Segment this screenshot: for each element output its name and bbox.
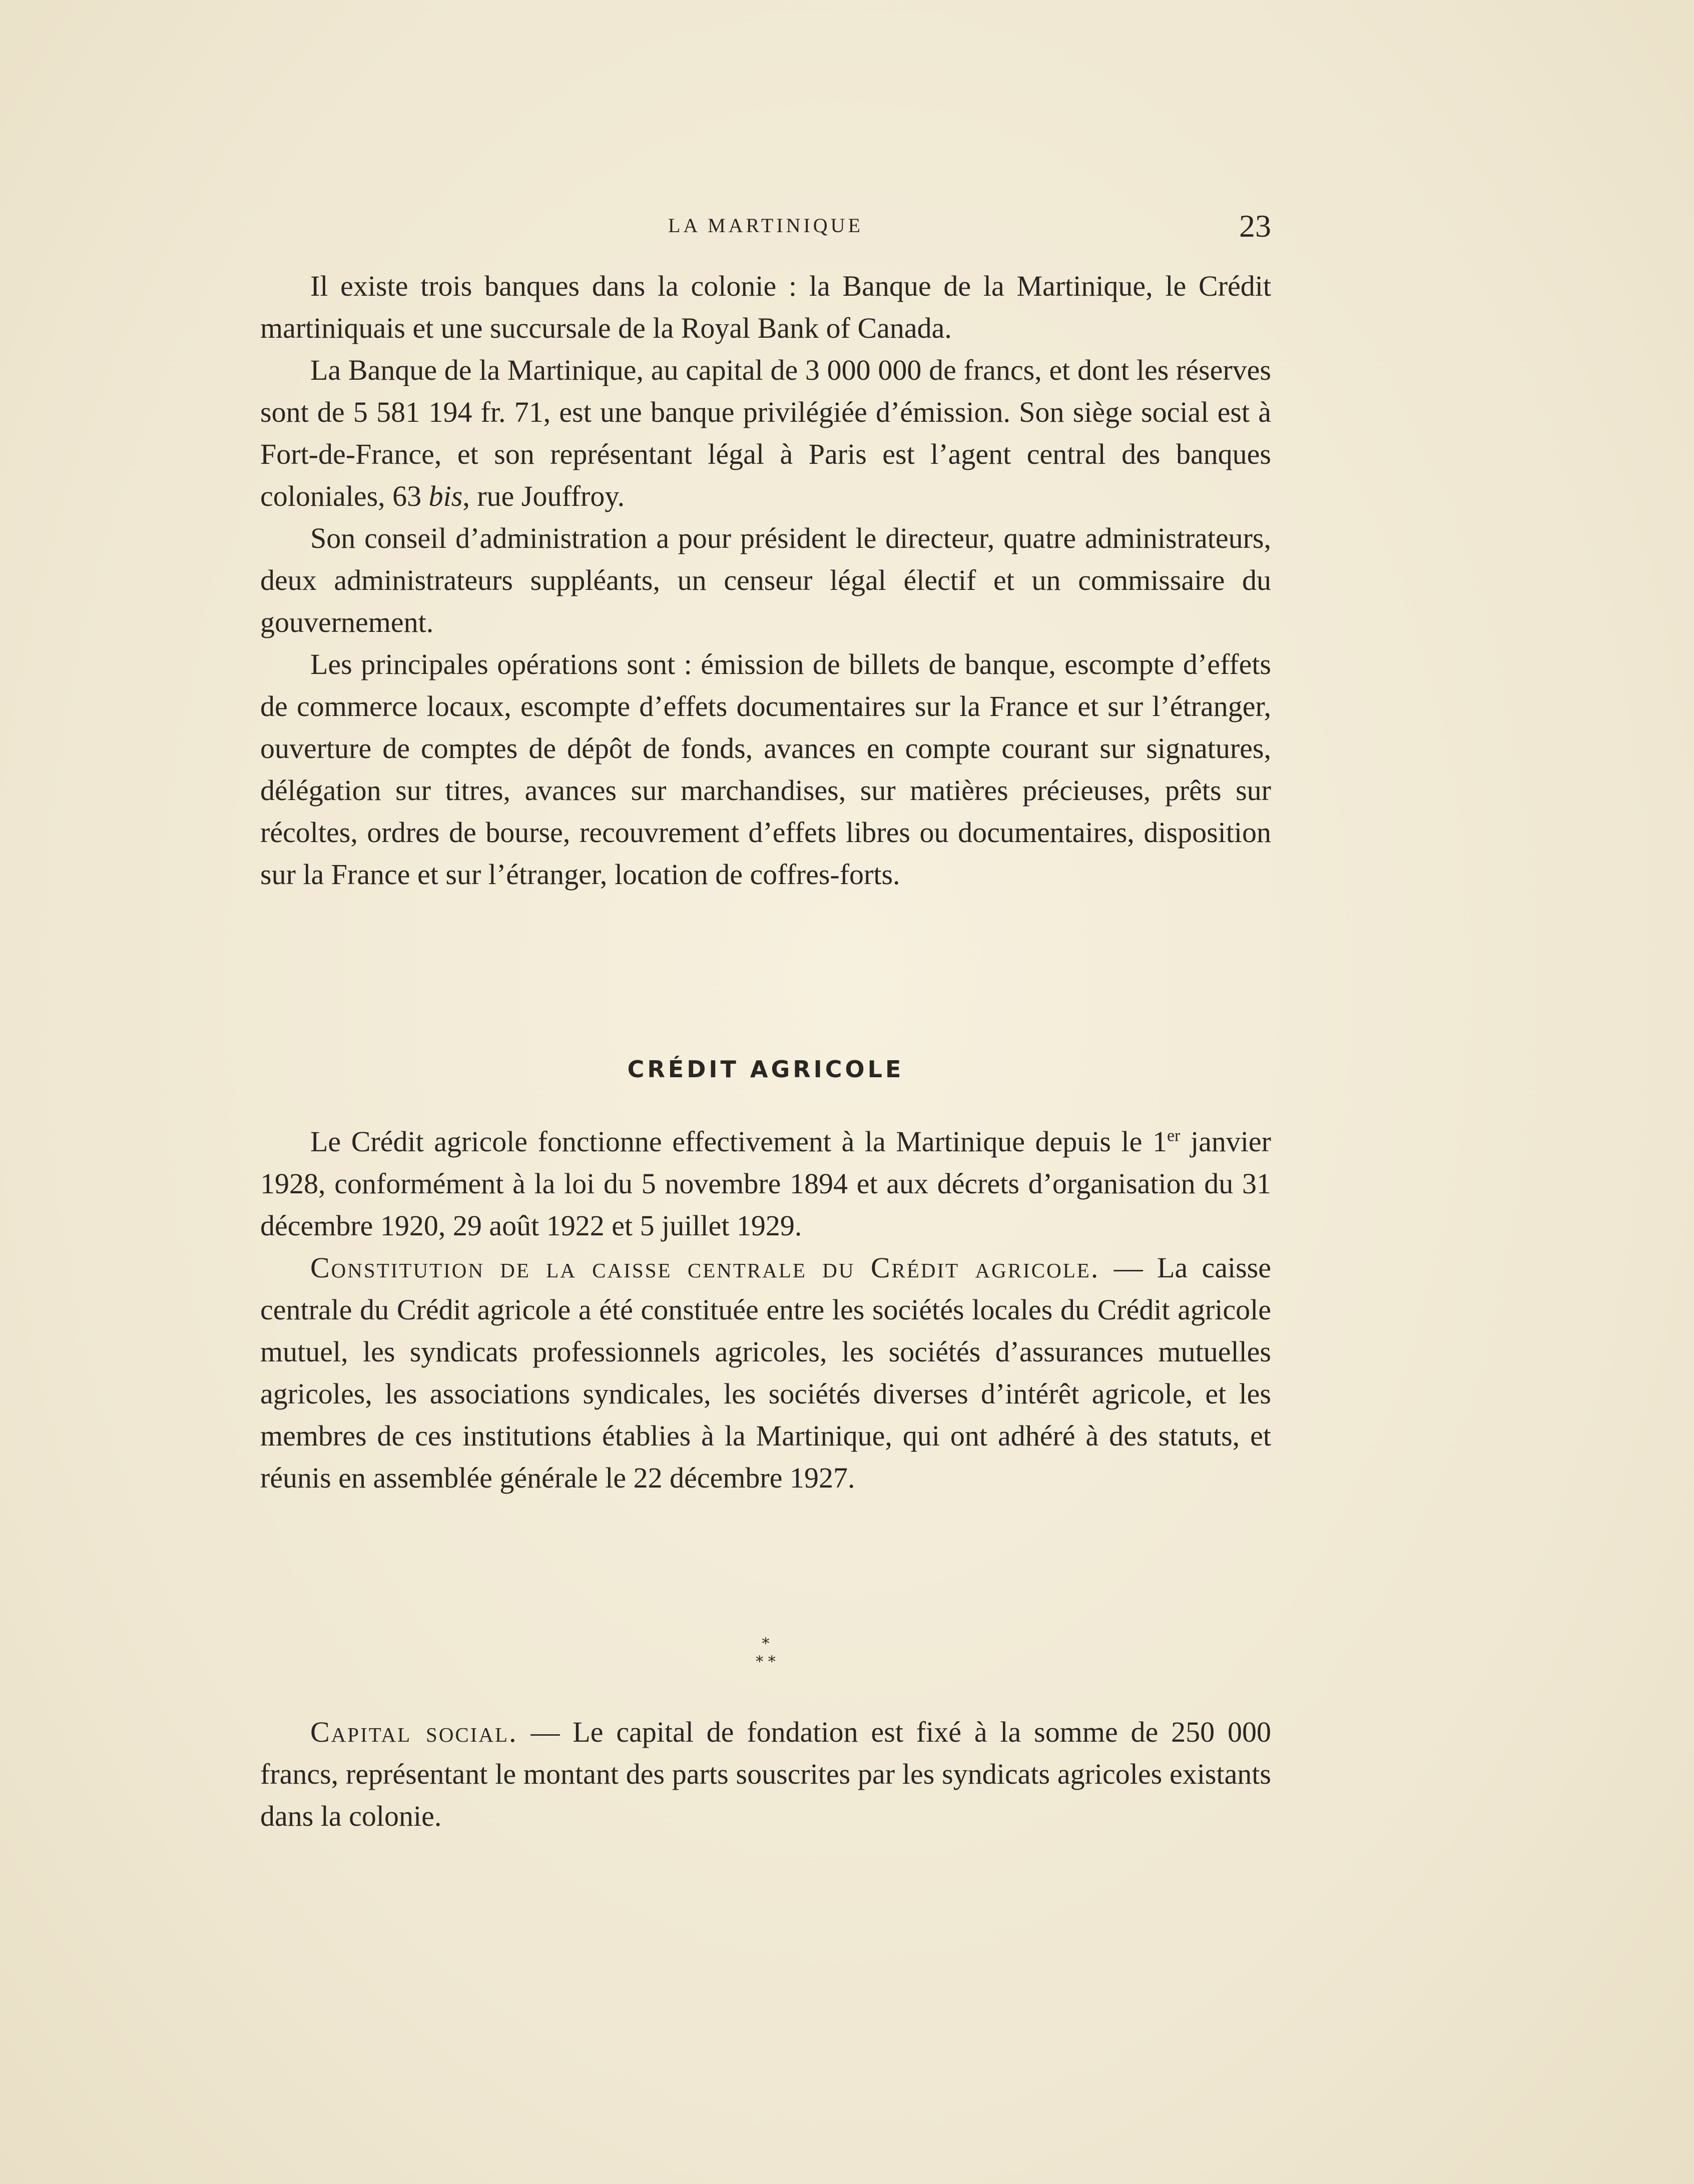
paragraph-capital <box>260 1711 1271 1837</box>
asterism <box>716 1635 816 1671</box>
asterism-bottom: * * <box>756 1653 776 1671</box>
page-header <box>260 208 1271 243</box>
constitution-label: Constitution de la caisse centrale du Crédit agricole. <box>310 1251 1100 1284</box>
capital-label: Capital social. <box>310 1716 518 1748</box>
credit-sup: er <box>1167 1126 1181 1145</box>
capital-section <box>260 1711 1271 1837</box>
constitution-text: — La caisse centrale du Crédit agricole a été constituée entre les sociétés locales du Crédit agricole mutuel, les syndicats professionnels agricoles, les sociétés d’assurances mutuelles agricoles, les associations syndicales, les sociétés diverses d’intérêt agricole, et les membres de ces institutions établies à la Martinique, qui ont adhéré à des statuts, et réunis en assemblée générale le 22 décembre 1927. <box>260 1251 1271 1494</box>
credit-text-1: Le Crédit agricole fonctionne effectivement à la Martinique depuis le 1 <box>310 1125 1167 1158</box>
section-heading: CRÉDIT AGRICOLE <box>627 1056 904 1083</box>
banque-text-2: , rue Jouffroy. <box>462 480 625 512</box>
page-number: 23 <box>1239 208 1271 244</box>
credit-section <box>260 1121 1271 1499</box>
paragraph-banque-martinique <box>260 349 1271 517</box>
running-title: LA MARTINIQUE <box>668 214 863 237</box>
banque-italic: bis <box>428 480 463 512</box>
asterism-top: * <box>762 1635 770 1653</box>
paragraph-credit-agricole <box>260 1121 1271 1247</box>
paragraph-operations: Les principales opérations sont : émission de billets de banque, escompte d’effets de commerce locaux, escompte d’effets documentaires sur la France et sur l’étranger, ouverture de comptes de dépôt de fonds, avances en compte courant sur signatures, délégation sur titres, avances sur marchandises, sur matières précieuses, prêts sur récoltes, ordres de bourse, recouvrement d’effets libres ou documentaires, disposition sur la France et sur l’étranger, location de coffres-forts. <box>260 648 1271 891</box>
credit-text-2: janvier 1928, conformément à la loi du 5 novembre 1894 et aux décrets d’organisation du 31 décembre 1920, 29 août 1922 et 5 juillet 1929. <box>260 1125 1271 1242</box>
banks-section <box>260 265 1271 896</box>
capital-text: — Le capital de fondation est fixé à la somme de 250 000 francs, représentant le montant des parts souscrites par les syndicats agricoles existants dans la colonie. <box>260 1716 1271 1832</box>
paragraph-constitution <box>260 1247 1271 1499</box>
banque-text-1: La Banque de la Martinique, au capital de 3 000 000 de francs, et dont les réserves sont de 5 581 194 fr. 71, est une banque privilégiée d’émission. Son siège social est à Fort-de-France, et son représentant légal à Paris est l’agent central des banques coloniales, 63 <box>260 354 1271 512</box>
paragraph-banks-intro: Il existe trois banques dans la colonie : la Banque de la Martinique, le Crédit martiniquais et une succursale de la Royal Bank of Canada. <box>260 270 1271 344</box>
paragraph-conseil: Son conseil d’administration a pour président le directeur, quatre administrateurs, deux administrateurs suppléants, un censeur légal électif et un commissaire du gouvernement. <box>260 522 1271 638</box>
